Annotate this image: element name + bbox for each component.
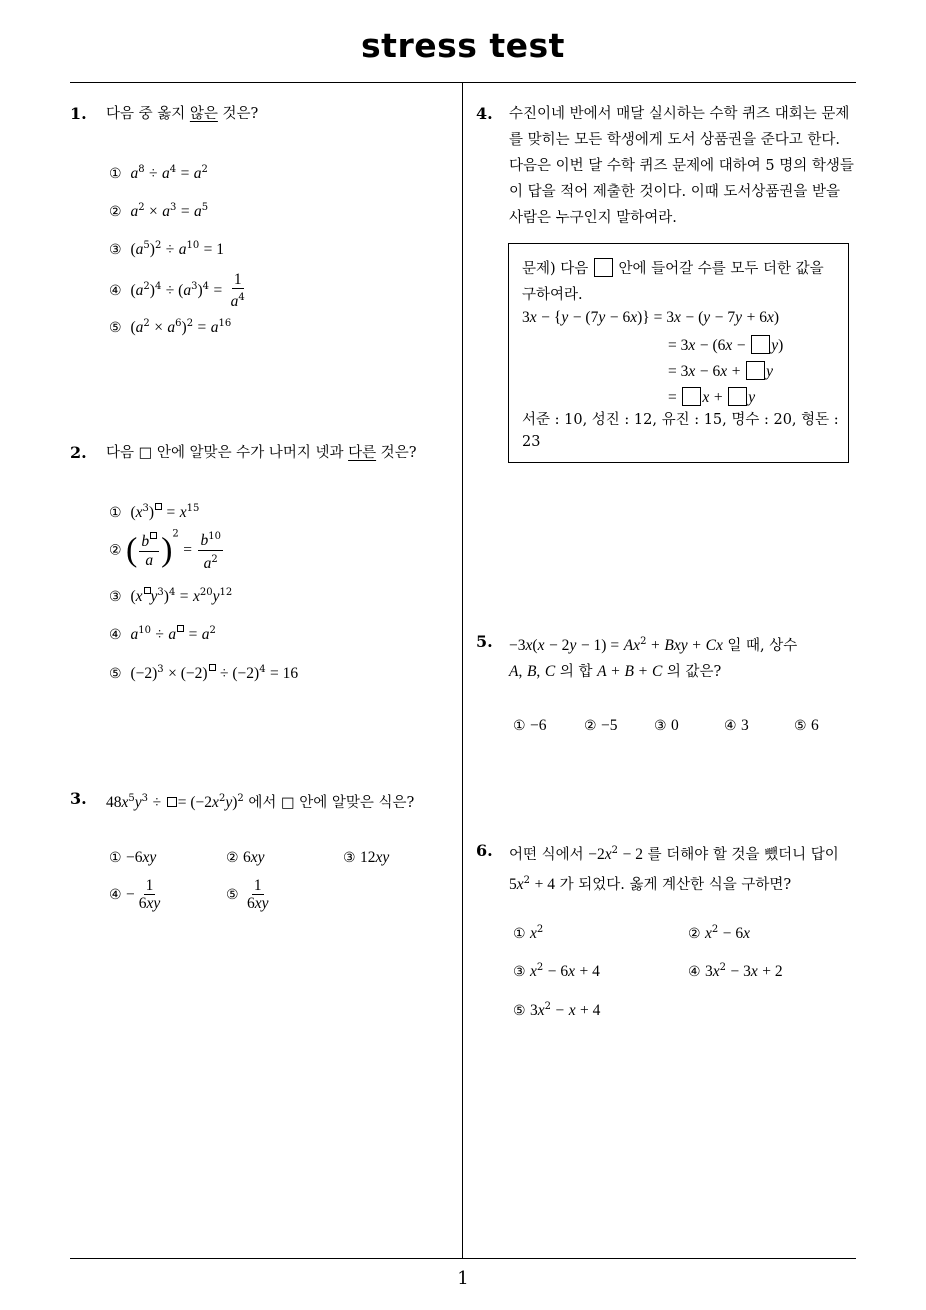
- option-4[interactable]: ④ $(a^2)^4 \div (a^3)^4$ = $\frac{1}{a^4}$: [109, 271, 245, 310]
- question-number: 2.: [70, 443, 87, 462]
- option-3[interactable]: ③ 12xy: [343, 849, 390, 866]
- question-number: 4.: [476, 104, 493, 123]
- question-prompt: 다음 중 옳지 않은 것은?: [106, 106, 259, 122]
- option-3[interactable]: ③ 0: [654, 717, 679, 734]
- problem-box-line: 문제) 다음 안에 들어갈 수를 모두 더한 값을: [522, 257, 824, 278]
- option-4[interactable]: ④ $3x^2 - 3x + 2$: [688, 962, 783, 980]
- equation-line: 3x − {y − (7y − 6x)} = 3x − (y − 7y + 6x): [522, 309, 780, 326]
- option-1[interactable]: ① −6xy: [109, 849, 157, 866]
- page-title: stress test: [361, 26, 565, 65]
- question-prompt: −3x(x − 2y − 1) = Ax$^2$ + Bxy + Cx 일 때, 상수 A, B, C 의 합 A + B + C 의 값은?: [509, 636, 798, 680]
- option-1[interactable]: ① $a^8 \div a^4 = a^2$: [109, 164, 208, 182]
- question-prompt: 다음 □ 안에 알맞은 수가 나머지 넷과 다른 것은?: [106, 445, 417, 461]
- option-2[interactable]: ② ( $\frac{b}{a}$ )$^2$ = $\frac{b^{10}}{a^2}$: [109, 528, 221, 572]
- question-prompt: 어떤 식에서 $-2x^2 - 2$ 를 더해야 할 것을 뺐더니 답이 $5x^2 + 4$ 가 되었다. 옳게 계산한 식을 구하면?: [509, 845, 839, 893]
- option-2[interactable]: ② $x^2 - 6x$: [688, 924, 750, 942]
- option-2[interactable]: ② −5: [584, 717, 618, 734]
- option-3[interactable]: ③ $(a^5)^2 \div a^{10} = 1$: [109, 240, 225, 258]
- option-1[interactable]: ① $x^2$: [513, 924, 544, 942]
- student-answers: 23: [522, 434, 541, 450]
- column-divider: [462, 83, 463, 1258]
- header-rule: [70, 82, 856, 83]
- option-4[interactable]: ④ $a^{10} \div a = a^2$: [109, 625, 216, 643]
- option-3[interactable]: ③ (x $y^3)^4 = x^{20}y^{12}$: [109, 587, 233, 605]
- footer-rule: [70, 1258, 856, 1259]
- option-3[interactable]: ③ $x^2 - 6x + 4$: [513, 962, 600, 980]
- option-5[interactable]: ⑤ 6: [794, 717, 819, 734]
- option-1[interactable]: ① $(x^3) = x^{15}$: [109, 503, 200, 521]
- equation-line: = 3x − (6x − y): [668, 337, 784, 354]
- question-number: 1.: [70, 104, 87, 123]
- question-prompt: 수진이네 반에서 매달 실시하는 수학 퀴즈 대회는 문제 를 맞히는 모든 학생에게 도서 상품권을 준다고 한다. 다음은 이번 달 수학 퀴즈 문제에 대하여 5 명의 학생들 이 답을 적어 제출한 것이다. 이때 도서상품권을 받을 사람은 누구인지 말하여라.: [509, 106, 854, 226]
- equation-line: = 3x − 6x + y: [668, 363, 773, 380]
- option-4[interactable]: ④ 3: [724, 717, 749, 734]
- question-prompt: $48x^5y^3$ ÷ = $(-2x^2y)^2$ 에서 □ 안에 알맞은 식은?: [106, 793, 415, 811]
- equation-line: = x + y: [668, 389, 756, 406]
- option-5[interactable]: ⑤ $(a^2 \times a^6)^2 = a^{16}$: [109, 318, 232, 336]
- question-number: 6.: [476, 841, 493, 860]
- option-4[interactable]: ④ − $\frac{1}{6xy}$: [109, 877, 161, 912]
- option-5[interactable]: ⑤ $\frac{1}{6xy}$: [226, 877, 269, 912]
- option-5[interactable]: ⑤ $3x^2 - x + 4$: [513, 1001, 601, 1019]
- problem-box-line: 구하여라.: [522, 287, 583, 303]
- student-answers: 서준 : 10, 성진 : 12, 유진 : 15, 명수 : 20, 형돈 :: [522, 412, 839, 428]
- option-2[interactable]: ② $a^2 \times a^3 = a^5$: [109, 202, 209, 220]
- question-number: 5.: [476, 632, 493, 651]
- option-2[interactable]: ② 6xy: [226, 849, 265, 866]
- option-1[interactable]: ① −6: [513, 717, 547, 734]
- question-number: 3.: [70, 789, 87, 808]
- page-number: 1: [457, 1268, 469, 1289]
- option-5[interactable]: ⑤ $(-2)^3 \times (-2) \div (-2)^4 = 16$: [109, 664, 299, 682]
